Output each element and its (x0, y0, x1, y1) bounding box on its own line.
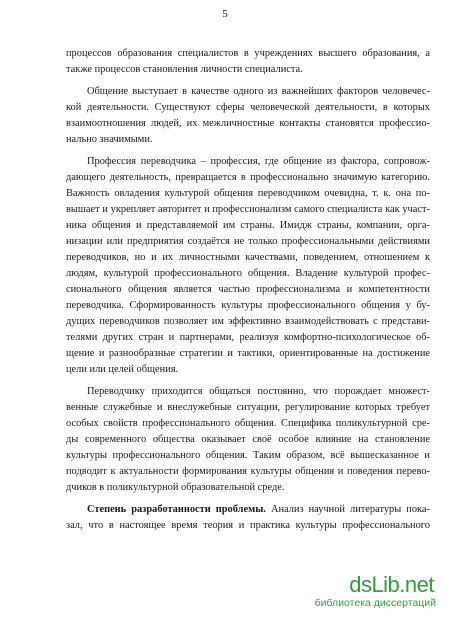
text-line: телями других стран и партнерами, реализуя комфортно-психологическое об- (66, 332, 430, 343)
text-line: цели или целей общения. (66, 364, 179, 375)
text-span: Анализ научной литературы пока- (265, 504, 430, 515)
page-number: 5 (222, 8, 228, 20)
watermark (280, 572, 440, 612)
text-line (66, 502, 430, 518)
text-line: низации или предприятия создаётся не только профессиональными действиями (66, 236, 430, 247)
text-line: щение и разнообразные стратегии и тактики, ориентированные на достижение (66, 348, 430, 359)
text-line: ника общения и представляемой им страны. Имидж страны, компании, орга- (66, 220, 430, 231)
text-line: кой деятельности. Существуют сферы человеческой деятельности, в которых (66, 102, 430, 113)
text-line: дущих переводчиков позволяет им эффективно взаимодействовать с представи- (66, 316, 430, 327)
text-line: переводчиков, но и их личностными качествами, поведением, отношением к (66, 252, 430, 263)
text-line: Важность овладения культурой общения переводчиком очевидна, т. к. она по- (66, 188, 430, 199)
section-heading: Степень разработанности проблемы. (87, 504, 266, 515)
text-line: зал, что в настоящее время теория и практика культуры профессионального (66, 520, 430, 531)
text-line: подводит к актуальности формирования культуры общения и поведения перево- (66, 466, 430, 477)
text-line: Профессия переводчика – профессия, где общение из фактора, сопровож- (87, 156, 430, 167)
text-line: культуры профессионального общения. Таким образом, всё вышесказанное и (66, 450, 430, 461)
text-line: дающего деятельность, превращается в профессионально значимую категорию. (66, 172, 430, 183)
document-body (66, 46, 430, 534)
text-line: Переводчику приходится общаться постоянно, что порождает множест- (87, 386, 430, 397)
watermark-subtitle: библиотека диссертаций (314, 597, 436, 609)
text-line: нально значимыми. (66, 134, 153, 145)
text-line: процессов образования специалистов в учреждениях высшего образования, а (66, 48, 430, 59)
text-line: дчиков в поликультурной образовательной среде. (66, 482, 285, 493)
text-line: взаимоотношения людей, их межличностные контакты становятся профессио- (66, 118, 430, 129)
text-line: особых свойств профессионального общения. Специфика поликультурной сре- (66, 418, 430, 429)
text-line: переводчика. Сформированность культуры профессионального общения у бу- (66, 300, 430, 311)
text-line: людям, культурой профессионального общения. Владение культурой профес- (66, 268, 430, 279)
text-line: сионального общения является частью профессионализма и компетентности (66, 284, 430, 295)
text-line: ды современного общества оказывает своё особое влияние на становление (66, 434, 430, 445)
text-line: вышает и укрепляет авторитет и профессионализм самого специалиста как участ- (66, 204, 430, 215)
text-line: венные служебные и внеслужебные ситуации, регулирование которых требует (66, 402, 430, 413)
text-line: также процессов становления личности специалиста. (66, 64, 303, 75)
watermark-logo: dsLib.net (349, 572, 434, 597)
text-line: Общение выступает в качестве одного из важнейших факторов человечес- (87, 86, 430, 97)
